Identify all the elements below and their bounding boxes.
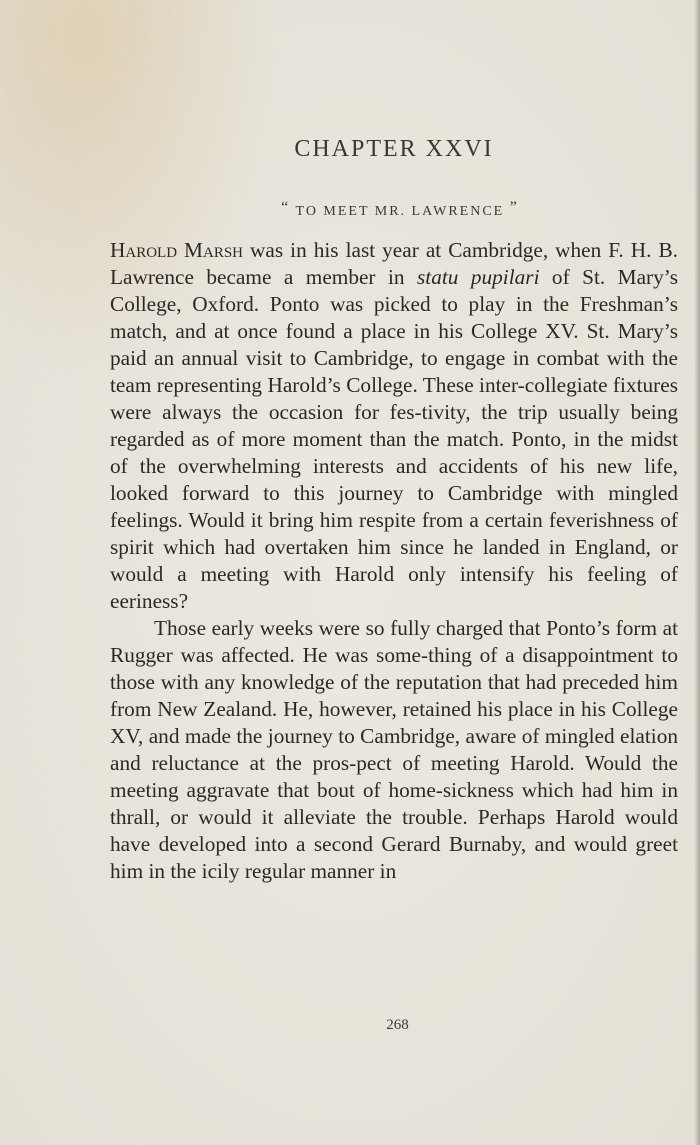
chapter-title: CHAPTER XXVI [294, 136, 494, 162]
subtitle-open-quote: “ [281, 199, 291, 216]
paragraph-2: Those early weeks were so fully charged that Ponto’s form at Rugger was affected. He was some-thing of a disappointment to those with any knowledge of the reputation that had preceded him from New Zealand. He, however, retained his place in his College XV, and made the journey to Cambridge, aware of mingled elation and reluctance at the pros-pect of meeting Harold. Would the meeting aggravate that bout of home-sickness which had him in thrall, or would it alleviate the trouble. Perhaps Harold would have developed into a second Gerard Burnaby, and would greet him in the icily regular manner in [110, 616, 678, 883]
paragraph-1-text-a: was in his last year at Cambridge, when F. H. B. Lawrence became a member in [110, 238, 678, 289]
paragraph-1 [110, 237, 678, 615]
chapter-body [110, 237, 678, 885]
subtitle-close-quote: ” [509, 199, 519, 216]
subtitle-text: TO MEET MR. LAWRENCE [295, 204, 505, 219]
paragraph-1-text-b: of St. Mary’s College, Oxford. Ponto was picked to play in the Freshman’s match, and at once found a place in his College XV. St. Mary’s paid an annual visit to Cambridge, to engage in combat with the team representing Harold’s College. These inter-collegiate fixtures were always the occasion for fes-tivity, the trip usually being regarded as of more moment than the match. Ponto, in the midst of the overwhelming interests and accidents of his new life, looked forward to this journey to Cambridge with mingled feelings. Would it bring him respite from a certain feverishness of spirit which had overtaken him since he landed in England, or would a meeting with Harold only intensify his feeling of eeriness? [110, 265, 678, 613]
page-number: 268 [386, 1017, 409, 1033]
page-edge-shadow [694, 0, 700, 1145]
paragraph-1-italic: statu pupilari [416, 265, 540, 289]
lead-name: Harold Marsh [110, 238, 244, 262]
chapter-subtitle [0, 199, 700, 220]
